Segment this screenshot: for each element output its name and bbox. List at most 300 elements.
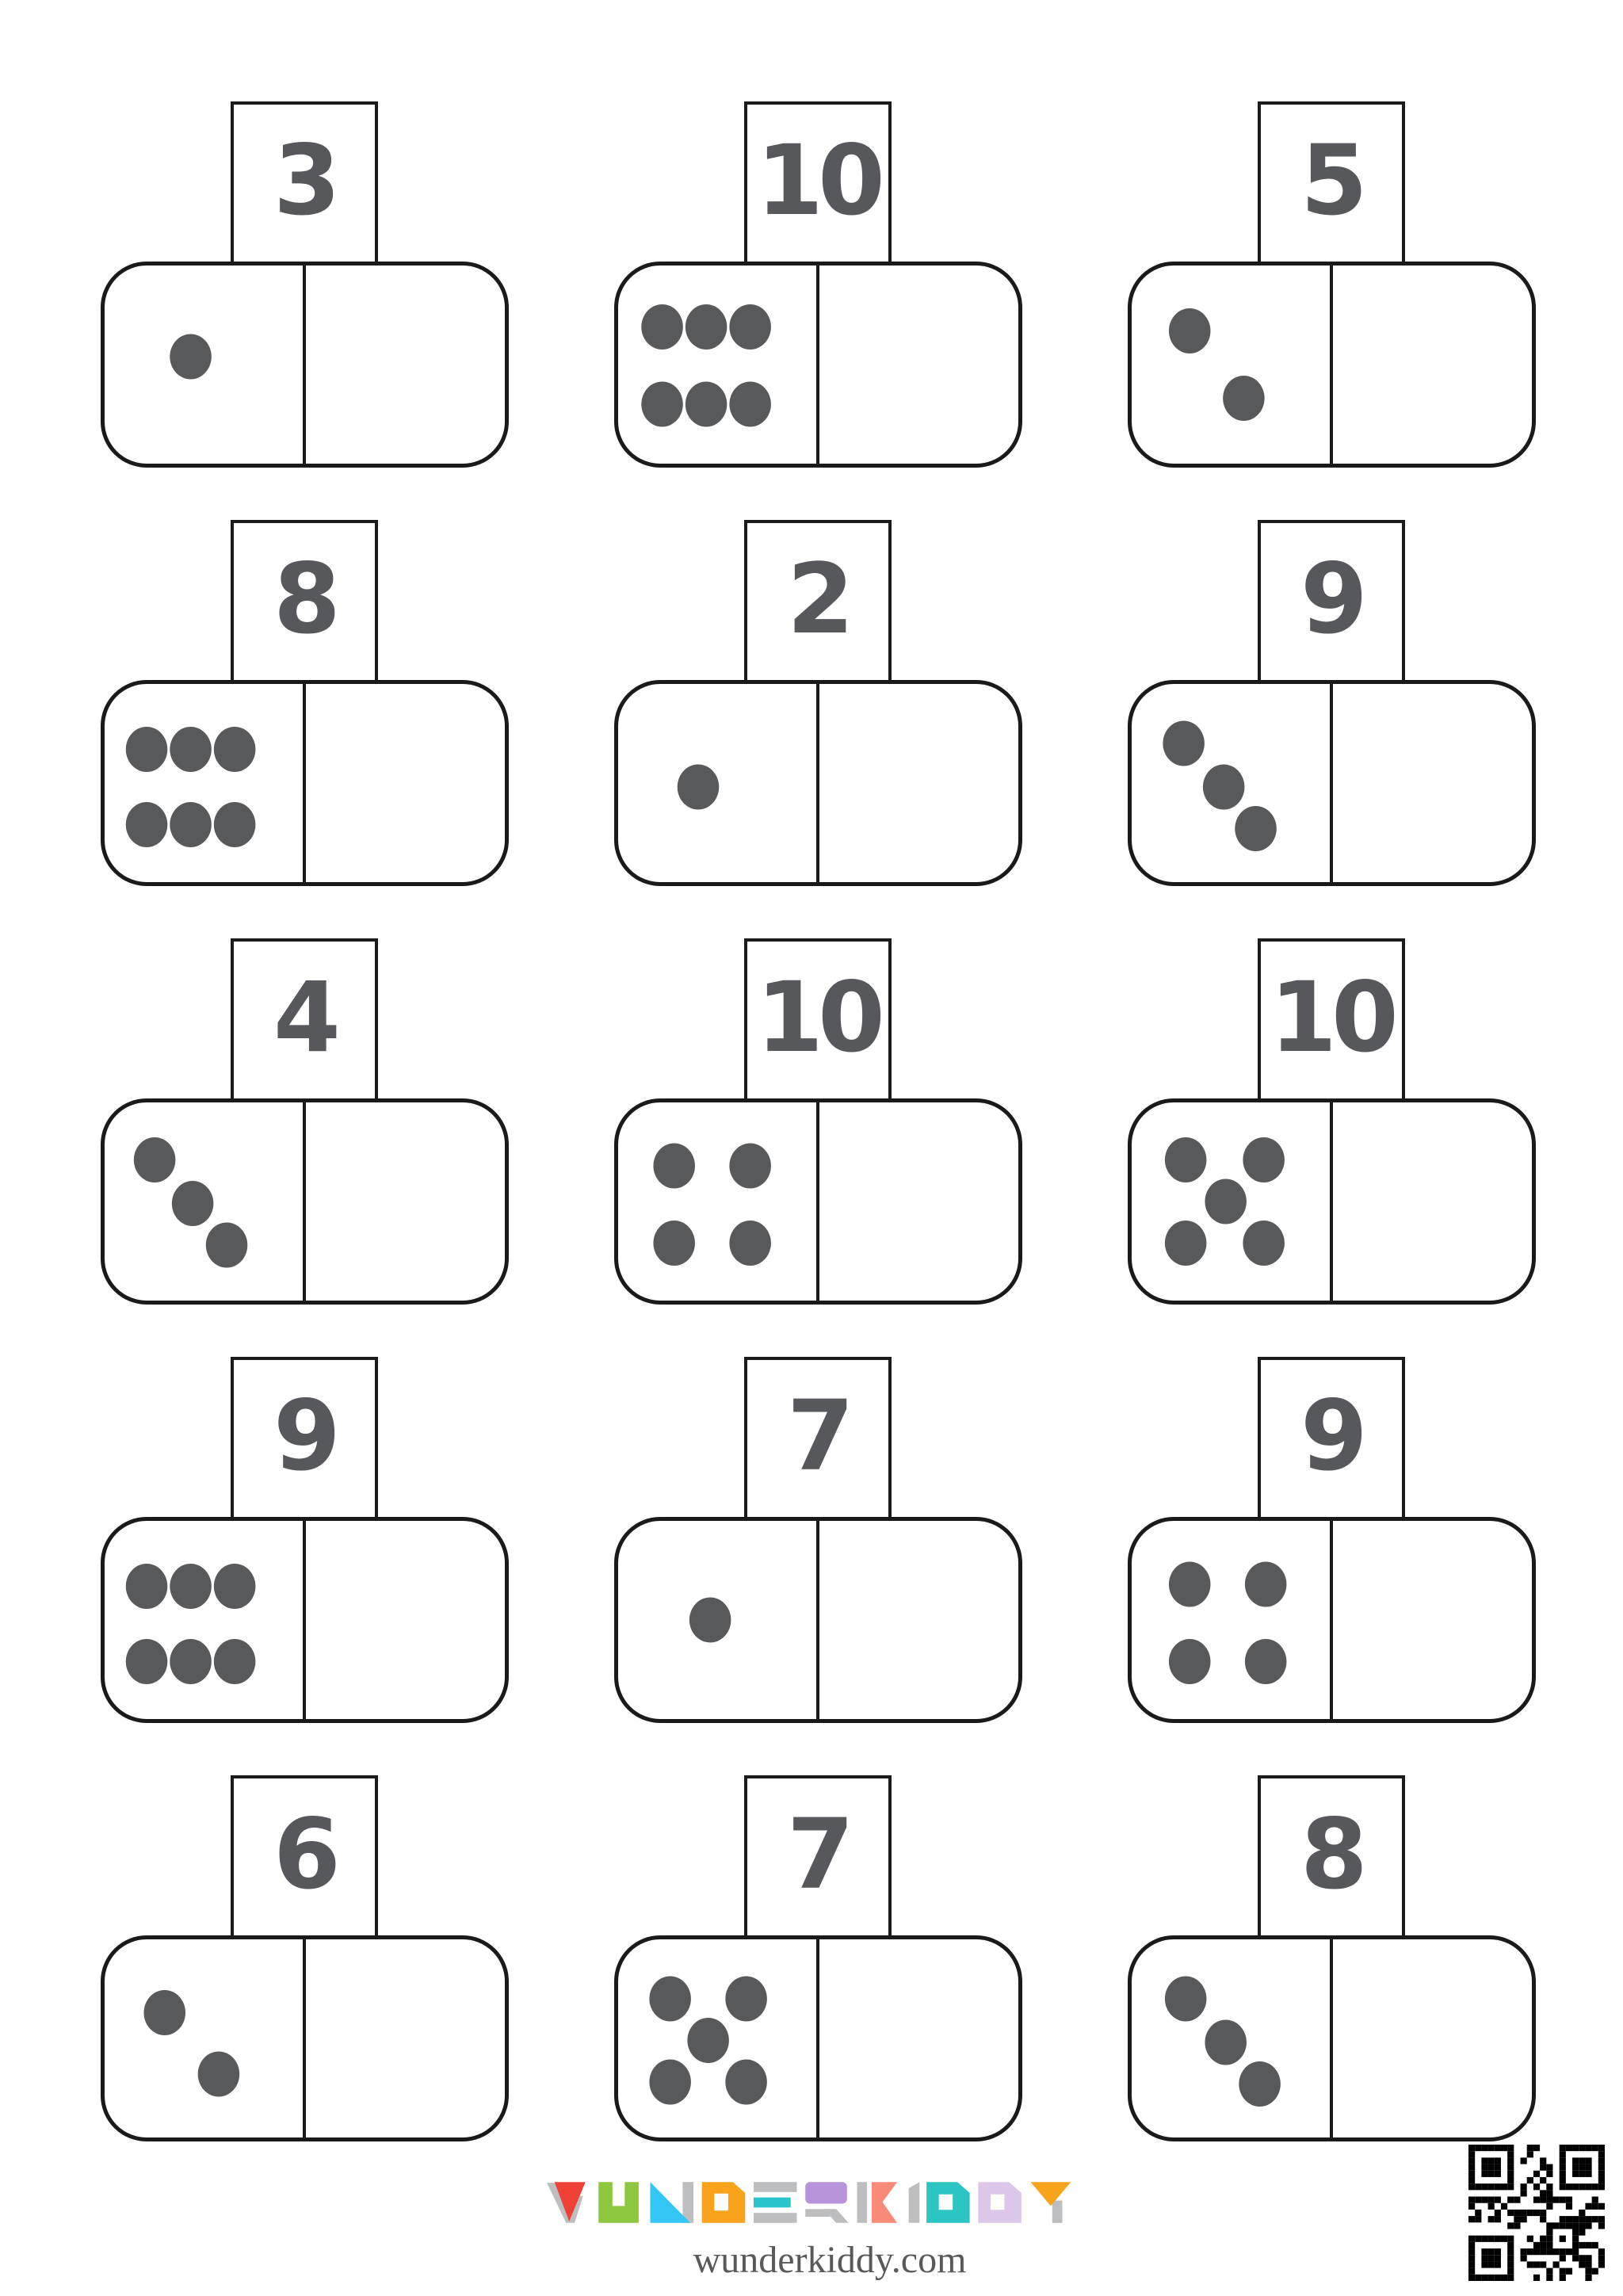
qr-module <box>1521 2216 1527 2222</box>
qr-module <box>1546 2229 1552 2235</box>
domino-task <box>614 938 1022 1308</box>
pip <box>725 1977 767 2022</box>
pip <box>1244 1562 1286 1607</box>
domino-divider <box>816 1939 819 2137</box>
qr-module <box>1598 2248 1605 2255</box>
qr-module <box>1533 2210 1540 2216</box>
domino-task <box>1128 101 1536 471</box>
logo-shape <box>754 2198 791 2208</box>
empty-answer-half <box>1331 1939 1532 2137</box>
pip <box>641 382 683 427</box>
card-number: 9 <box>1300 543 1362 655</box>
pip <box>653 1144 695 1189</box>
card-number: 4 <box>273 961 335 1074</box>
qr-module <box>1527 2145 1533 2151</box>
qr-module <box>1598 2164 1605 2171</box>
pips-left-half <box>618 1939 819 2137</box>
logo-shape <box>754 2182 797 2192</box>
empty-answer-half <box>1331 1102 1532 1301</box>
card-number: 2 <box>787 543 849 655</box>
qr-module <box>1572 2236 1579 2242</box>
domino-divider <box>816 266 819 464</box>
pip <box>170 802 212 847</box>
qr-module <box>1546 2190 1552 2196</box>
qr-module <box>1552 2261 1559 2267</box>
qr-module <box>1540 2164 1546 2171</box>
logo-letter-Y <box>1031 2182 1071 2223</box>
qr-module <box>1598 2255 1605 2261</box>
qr-module <box>1488 2275 1495 2281</box>
qr-module <box>1566 2248 1572 2255</box>
number-card <box>744 520 892 683</box>
qr-module <box>1540 2261 1546 2267</box>
qr-module <box>1579 2242 1585 2248</box>
qr-module <box>1481 2164 1487 2171</box>
qr-module <box>1546 2197 1552 2203</box>
pip <box>125 727 167 772</box>
pips-left-half <box>1132 1102 1332 1301</box>
qr-module <box>1585 2222 1591 2229</box>
qr-module <box>1560 2268 1566 2275</box>
logo-letter-E <box>754 2182 797 2223</box>
qr-module <box>1585 2275 1591 2281</box>
domino-divider <box>816 684 819 882</box>
empty-answer-half <box>304 684 505 882</box>
qr-module <box>1560 2216 1566 2222</box>
pip <box>689 1598 731 1643</box>
card-number: 8 <box>1300 1798 1362 1911</box>
qr-module <box>1592 2183 1598 2190</box>
pip <box>197 2052 239 2097</box>
pip <box>1164 1221 1206 1266</box>
qr-module <box>1566 2183 1572 2190</box>
pip <box>1205 2020 1247 2065</box>
qr-module <box>1507 2248 1514 2255</box>
qr-module <box>1514 2197 1520 2203</box>
pip <box>729 304 771 350</box>
pip <box>170 1639 212 1684</box>
qr-module <box>1598 2157 1605 2164</box>
qr-module <box>1475 2210 1481 2216</box>
qr-module <box>1521 2183 1527 2190</box>
qr-module <box>1560 2236 1566 2242</box>
domino-task <box>101 1775 509 2145</box>
domino-task <box>1128 1357 1536 1726</box>
number-card <box>1258 1357 1405 1520</box>
qr-module <box>1579 2171 1585 2177</box>
pip <box>125 1639 167 1684</box>
logo-letter-D <box>978 2182 1022 2223</box>
pip <box>213 1564 255 1609</box>
qr-module <box>1475 2236 1481 2242</box>
qr-module <box>1488 2248 1495 2255</box>
qr-module <box>1507 2261 1514 2267</box>
qr-module <box>1488 2255 1495 2261</box>
pips-left-half <box>105 684 305 882</box>
qr-module <box>1566 2222 1572 2229</box>
qr-module <box>1468 2203 1475 2210</box>
number-card <box>231 101 378 265</box>
qr-module <box>1552 2222 1559 2229</box>
qr-module <box>1533 2183 1540 2190</box>
qr-module <box>1495 2145 1501 2151</box>
qr-module <box>1546 2222 1552 2229</box>
domino <box>1128 680 1536 886</box>
qr-module <box>1585 2157 1591 2164</box>
pips-left-half <box>618 1102 819 1301</box>
qr-module <box>1566 2268 1572 2275</box>
qr-module <box>1475 2275 1481 2281</box>
domino-divider <box>303 1521 306 1719</box>
qr-module <box>1527 2210 1533 2216</box>
qr-module <box>1552 2197 1559 2203</box>
qr-module <box>1540 2190 1546 2196</box>
qr-module <box>1527 2261 1533 2267</box>
pip <box>1235 806 1277 851</box>
qr-module <box>1527 2248 1533 2255</box>
logo-shape <box>754 2213 797 2223</box>
qr-module <box>1592 2268 1598 2275</box>
pip <box>677 765 719 810</box>
number-card <box>231 520 378 683</box>
qr-module <box>1501 2275 1507 2281</box>
qr-module <box>1507 2171 1514 2177</box>
qr-module <box>1560 2151 1566 2157</box>
qr-module <box>1468 2216 1475 2222</box>
qr-module <box>1598 2261 1605 2267</box>
qr-module <box>1579 2255 1585 2261</box>
qr-module <box>1533 2242 1540 2248</box>
qr-module <box>1468 2157 1475 2164</box>
qr-module <box>1468 2177 1475 2183</box>
qr-module <box>1514 2210 1520 2216</box>
qr-module <box>1507 2177 1514 2183</box>
domino <box>1128 262 1536 468</box>
pips-left-half <box>1132 1521 1332 1719</box>
qr-module <box>1540 2177 1546 2183</box>
card-number: 9 <box>273 1380 335 1492</box>
qr-module <box>1598 2151 1605 2157</box>
qr-module <box>1566 2197 1572 2203</box>
qr-module <box>1572 2229 1579 2235</box>
qr-module <box>1468 2248 1475 2255</box>
qr-module <box>1533 2171 1540 2177</box>
qr-module <box>1533 2275 1540 2281</box>
domino <box>101 1098 509 1305</box>
domino-divider <box>1330 684 1333 882</box>
qr-module <box>1572 2242 1579 2248</box>
logo-letter-D <box>702 2182 746 2223</box>
qr-module <box>1468 2275 1475 2281</box>
card-number: 5 <box>1300 124 1362 237</box>
domino-task <box>614 520 1022 889</box>
qr-module <box>1540 2236 1546 2242</box>
qr-module <box>1481 2275 1487 2281</box>
card-number: 10 <box>756 961 880 1074</box>
qr-module <box>1521 2157 1527 2164</box>
qr-module <box>1507 2183 1514 2190</box>
qr-module <box>1507 2236 1514 2242</box>
domino-task <box>614 101 1022 471</box>
qr-module <box>1540 2210 1546 2216</box>
number-card <box>744 938 892 1102</box>
qr-module <box>1468 2171 1475 2177</box>
pips-left-half <box>1132 684 1332 882</box>
pip <box>729 1144 771 1189</box>
qr-module <box>1598 2216 1605 2222</box>
qr-module <box>1507 2275 1514 2281</box>
qr-module <box>1546 2242 1552 2248</box>
qr-module <box>1540 2216 1546 2222</box>
domino-divider <box>816 1102 819 1301</box>
qr-module <box>1481 2157 1487 2164</box>
domino-divider <box>1330 1102 1333 1301</box>
qr-module <box>1560 2183 1566 2190</box>
domino <box>101 262 509 468</box>
qr-module <box>1468 2197 1475 2203</box>
qr-module <box>1488 2261 1495 2267</box>
pip <box>1202 765 1244 810</box>
qr-module <box>1560 2177 1566 2183</box>
qr-module <box>1579 2216 1585 2222</box>
qr-module <box>1501 2145 1507 2151</box>
qr-code <box>1468 2145 1605 2281</box>
qr-module <box>1481 2197 1487 2203</box>
pip <box>205 1223 247 1268</box>
domino-divider <box>303 1102 306 1301</box>
card-number: 6 <box>273 1798 335 1911</box>
domino <box>101 680 509 886</box>
qr-module <box>1495 2183 1501 2190</box>
qr-module <box>1468 2261 1475 2267</box>
qr-module <box>1481 2171 1487 2177</box>
logo-shape <box>805 2182 847 2203</box>
pip <box>641 304 683 350</box>
qr-module <box>1527 2177 1533 2183</box>
qr-module <box>1495 2261 1501 2267</box>
pip <box>170 1564 212 1609</box>
pips-left-half <box>618 1521 819 1719</box>
pip <box>170 727 212 772</box>
pip <box>687 2018 729 2063</box>
number-card <box>744 1775 892 1939</box>
qr-module <box>1495 2275 1501 2281</box>
logo-shape <box>909 2182 920 2223</box>
pip <box>213 727 255 772</box>
qr-module <box>1598 2177 1605 2183</box>
qr-module <box>1585 2164 1591 2171</box>
qr-module <box>1585 2255 1591 2261</box>
qr-module <box>1579 2229 1585 2235</box>
qr-module <box>1566 2145 1572 2151</box>
qr-module <box>1495 2236 1501 2242</box>
qr-module <box>1546 2275 1552 2281</box>
pip <box>1239 2061 1281 2107</box>
pip <box>725 2060 767 2105</box>
qr-module <box>1572 2216 1579 2222</box>
qr-module <box>1560 2197 1566 2203</box>
qr-module <box>1585 2242 1591 2248</box>
pip <box>1243 1221 1285 1266</box>
qr-module <box>1572 2255 1579 2261</box>
qr-module <box>1521 2255 1527 2261</box>
pip <box>1244 1639 1286 1684</box>
qr-module <box>1572 2145 1579 2151</box>
qr-module <box>1468 2164 1475 2171</box>
domino <box>1128 1517 1536 1723</box>
qr-module <box>1585 2261 1591 2267</box>
logo-letter-N <box>650 2182 693 2223</box>
qr-module <box>1488 2171 1495 2177</box>
wunderkiddy-logo <box>547 2181 1076 2224</box>
qr-module <box>1488 2164 1495 2171</box>
qr-module <box>1507 2255 1514 2261</box>
pip <box>1205 1179 1247 1224</box>
qr-module <box>1495 2197 1501 2203</box>
qr-module <box>1572 2248 1579 2255</box>
qr-module <box>1572 2164 1579 2171</box>
qr-module <box>1560 2275 1566 2281</box>
number-card <box>231 1357 378 1520</box>
qr-module <box>1501 2203 1507 2210</box>
pip <box>133 1137 175 1182</box>
qr-module <box>1488 2236 1495 2242</box>
logo-letters <box>547 2181 1076 2224</box>
pip <box>213 1639 255 1684</box>
qr-module <box>1592 2242 1598 2248</box>
domino-divider <box>1330 266 1333 464</box>
qr-module <box>1481 2255 1487 2261</box>
logo-shape <box>857 2182 867 2223</box>
qr-module <box>1488 2183 1495 2190</box>
logo-shape <box>702 2182 746 2223</box>
domino <box>614 262 1022 468</box>
qr-module <box>1468 2145 1475 2151</box>
domino <box>101 1517 509 1723</box>
empty-answer-half <box>818 266 1018 464</box>
qr-module <box>1598 2183 1605 2190</box>
empty-answer-half <box>818 1939 1018 2137</box>
qr-module <box>1468 2255 1475 2261</box>
empty-answer-half <box>818 684 1018 882</box>
qr-module <box>1598 2222 1605 2229</box>
qr-module <box>1579 2164 1585 2171</box>
card-number: 8 <box>273 543 335 655</box>
qr-module <box>1579 2261 1585 2267</box>
pip <box>649 2060 691 2105</box>
domino-task <box>1128 520 1536 889</box>
qr-module <box>1507 2210 1514 2216</box>
qr-module <box>1495 2216 1501 2222</box>
qr-module <box>1495 2210 1501 2216</box>
qr-module <box>1488 2197 1495 2203</box>
qr-module <box>1560 2171 1566 2177</box>
domino-task <box>614 1775 1022 2145</box>
qr-module <box>1507 2197 1514 2203</box>
number-card <box>231 1775 378 1939</box>
domino-task <box>1128 938 1536 1308</box>
pip <box>1168 1562 1210 1607</box>
qr-module <box>1579 2183 1585 2190</box>
qr-module <box>1501 2236 1507 2242</box>
qr-module <box>1527 2151 1533 2157</box>
empty-answer-half <box>1331 1521 1532 1719</box>
qr-module <box>1495 2248 1501 2255</box>
logo-shape <box>598 2182 639 2223</box>
pip <box>1168 308 1210 353</box>
card-number: 10 <box>756 124 880 237</box>
qr-module <box>1527 2236 1533 2242</box>
qr-module <box>1585 2203 1591 2210</box>
domino <box>101 1935 509 2141</box>
qr-module <box>1546 2203 1552 2210</box>
qr-module <box>1579 2157 1585 2164</box>
card-number: 3 <box>273 124 335 237</box>
pip <box>653 1221 695 1266</box>
qr-module <box>1481 2248 1487 2255</box>
qr-module <box>1572 2171 1579 2177</box>
qr-module <box>1546 2236 1552 2242</box>
qr-module <box>1585 2171 1591 2177</box>
qr-module <box>1598 2203 1605 2210</box>
pips-left-half <box>105 266 305 464</box>
qr-module <box>1592 2145 1598 2151</box>
qr-module <box>1560 2157 1566 2164</box>
qr-code-image <box>1468 2145 1605 2281</box>
domino-task <box>101 520 509 889</box>
pips-left-half <box>618 266 819 464</box>
pip <box>143 1990 185 2035</box>
pip <box>1164 1977 1206 2022</box>
number-card <box>1258 101 1405 265</box>
pips-left-half <box>105 1939 305 2137</box>
card-number: 9 <box>1300 1380 1362 1492</box>
qr-module <box>1481 2236 1487 2242</box>
number-card <box>1258 938 1405 1102</box>
qr-module <box>1475 2216 1481 2222</box>
qr-module <box>1560 2255 1566 2261</box>
qr-module <box>1475 2183 1481 2190</box>
qr-module <box>1579 2222 1585 2229</box>
logo-shape <box>978 2182 1022 2223</box>
website-text: wunderkiddy.com <box>693 2239 967 2281</box>
qr-module <box>1495 2164 1501 2171</box>
card-number: 7 <box>787 1380 849 1492</box>
pip <box>649 1977 691 2022</box>
pip <box>213 802 255 847</box>
pips-left-half <box>618 684 819 882</box>
qr-module <box>1533 2248 1540 2255</box>
qr-module <box>1495 2255 1501 2261</box>
empty-answer-half <box>304 1102 505 1301</box>
qr-module <box>1546 2183 1552 2190</box>
number-card <box>231 938 378 1102</box>
pip <box>170 334 212 380</box>
qr-module <box>1579 2145 1585 2151</box>
logo-letter-D <box>926 2182 970 2223</box>
qr-module <box>1507 2157 1514 2164</box>
pip <box>1223 376 1265 421</box>
qr-module <box>1521 2248 1527 2255</box>
pip <box>729 1221 771 1266</box>
number-card <box>744 101 892 265</box>
qr-module <box>1560 2222 1566 2229</box>
pip <box>1243 1137 1285 1182</box>
logo-letter-W <box>547 2182 586 2223</box>
domino <box>614 1517 1022 1723</box>
qr-module <box>1495 2157 1501 2164</box>
domino <box>614 680 1022 886</box>
